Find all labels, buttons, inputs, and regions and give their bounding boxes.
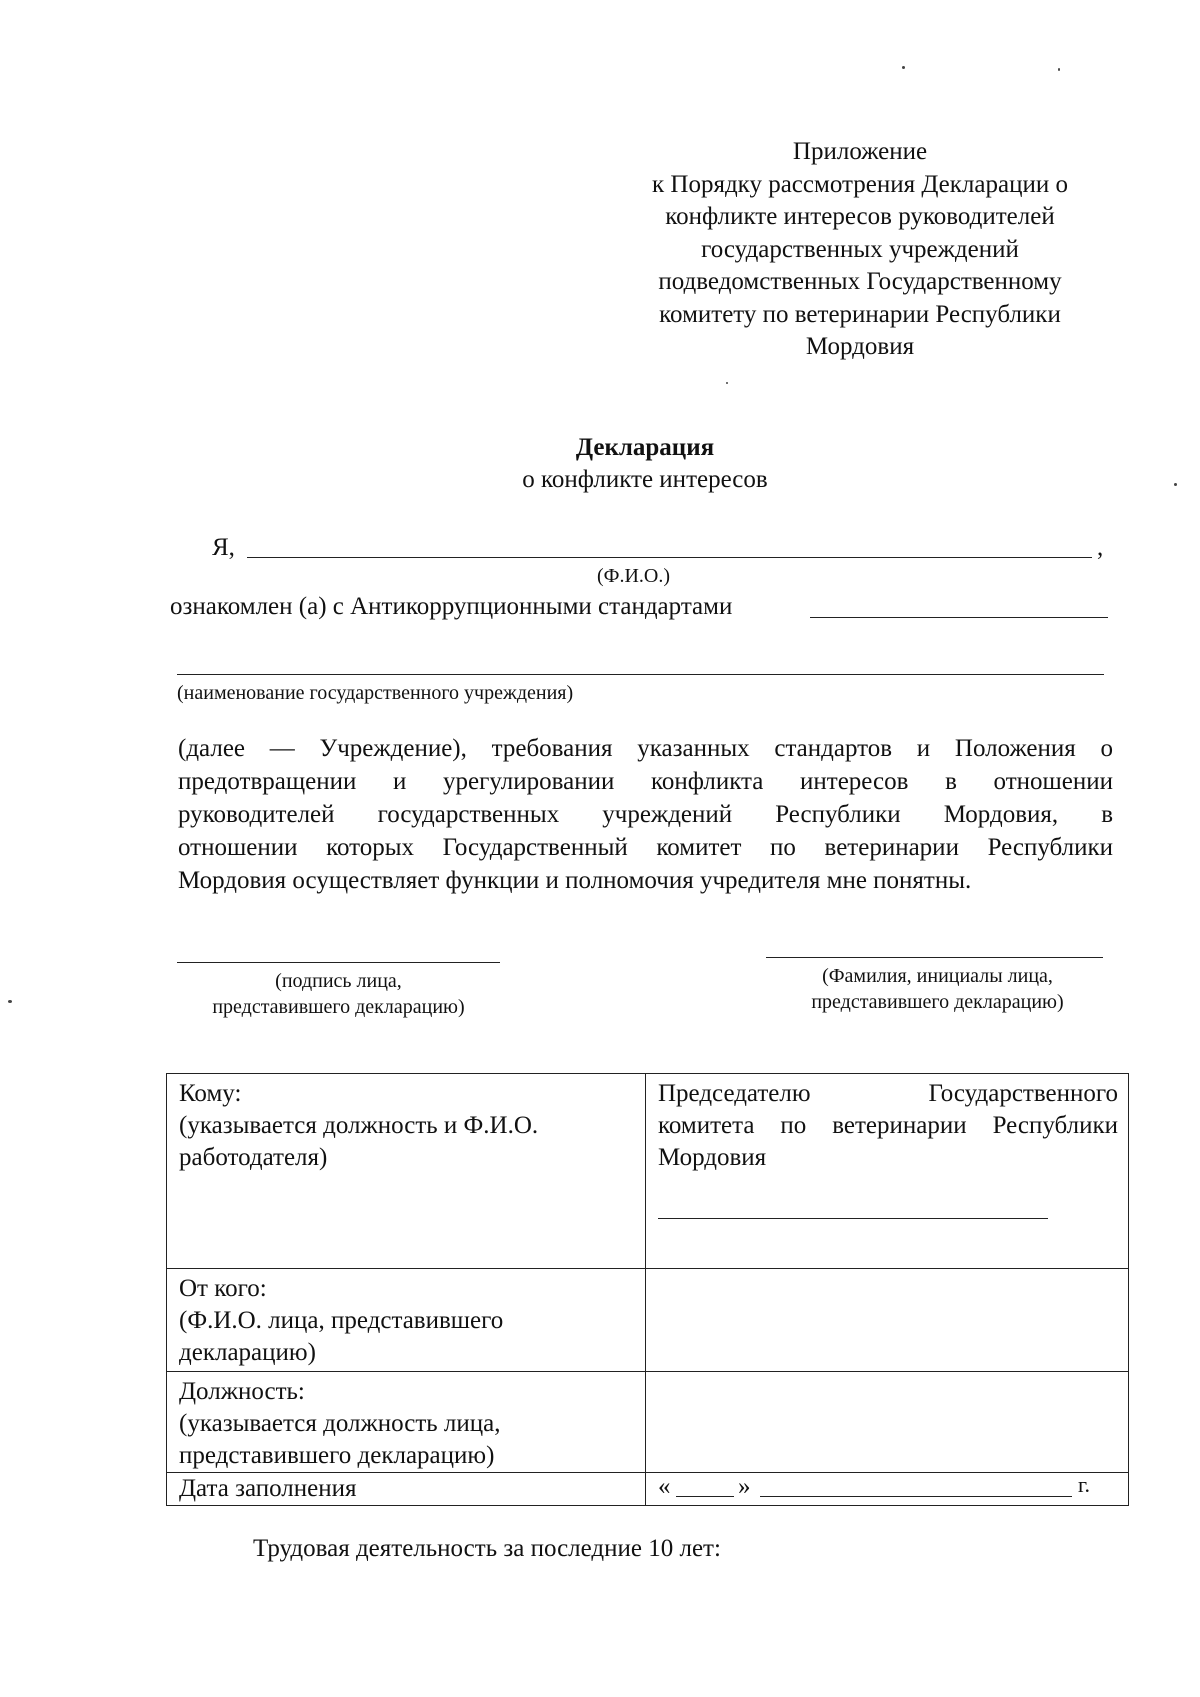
paragraph-line: предотвращении и урегулировании конфликта интересов в отношении (178, 768, 1113, 795)
fio-caption: (Ф.И.О.) (597, 565, 671, 587)
signature-line[interactable] (177, 962, 500, 963)
date-day-line[interactable] (676, 1496, 734, 1497)
table-row (167, 1074, 1129, 1269)
position-label-cell (167, 1372, 646, 1473)
fio-field-line[interactable] (247, 557, 1092, 558)
paragraph-line: отношении которых Государственный комитет по ветеринарии Республики (178, 834, 1113, 861)
paragraph-line: (далее — Учреждение), требования указанных стандартов и Положения о (178, 735, 1113, 762)
acknowledgement-paragraph (178, 732, 1113, 897)
date-value-cell[interactable] (646, 1473, 1129, 1506)
name-initials-caption-line: представившего декларацию) (811, 991, 1064, 1013)
table-row (167, 1269, 1129, 1372)
table-row (167, 1372, 1129, 1473)
institution-field-line[interactable] (177, 674, 1104, 675)
work-history-heading: Трудовая деятельность за последние 10 лет: (253, 1535, 721, 1562)
from-label-hint: декларацию) (179, 1339, 316, 1366)
position-value-cell[interactable] (646, 1372, 1129, 1473)
appendix-line: Мордовия (805, 333, 915, 360)
date-month-year-line[interactable] (760, 1496, 1072, 1497)
fio-comma: , (1097, 534, 1104, 561)
declaration-subtitle: о конфликте интересов (522, 466, 768, 493)
signature-caption-line: (подпись лица, (275, 970, 402, 992)
to-value-line: Председателю Государственного (658, 1080, 1118, 1107)
signature-caption (177, 968, 500, 1020)
declaration-info-table (166, 1073, 1129, 1506)
from-value-cell[interactable] (646, 1269, 1129, 1372)
appendix-line: подведомственных Государственному (658, 268, 1062, 295)
acquainted-text: ознакомлен (а) с Антикоррупционными стандартами (170, 593, 733, 620)
from-label-hint: (Ф.И.О. лица, представившего (179, 1307, 504, 1334)
signature-caption-line: представившего декларацию) (212, 996, 465, 1018)
appendix-line: Приложение (792, 138, 928, 165)
date-label-cell: Дата заполнения (167, 1473, 646, 1506)
to-label-cell (167, 1074, 646, 1269)
scan-speck (1174, 483, 1177, 486)
appendix-line: конфликте интересов руководителей (665, 203, 1055, 230)
from-label-cell (167, 1269, 646, 1372)
standards-field-line[interactable] (810, 617, 1108, 618)
from-label: От кого: (179, 1275, 267, 1302)
scan-speck (8, 1000, 12, 1003)
appendix-header (610, 136, 1110, 364)
to-value-cell[interactable] (646, 1074, 1129, 1269)
scan-speck (902, 66, 905, 69)
appendix-line: к Порядку рассмотрения Декларации о (652, 170, 1068, 198)
paragraph-line: руководителей государственных учреждений Республики Мордовия, в (178, 801, 1113, 828)
to-value-line: Мордовия (658, 1144, 767, 1171)
scan-speck (726, 382, 728, 384)
to-label-hint: (указывается должность и Ф.И.О. (179, 1112, 539, 1139)
position-label: Должность: (179, 1378, 305, 1405)
date-open-quote: « (658, 1473, 671, 1500)
name-initials-caption (770, 963, 1105, 1015)
paragraph-line: Мордовия осуществляет функции и полномочия учредителя мне понятны. (178, 867, 972, 894)
name-initials-caption-line: (Фамилия, инициалы лица, (822, 965, 1053, 987)
institution-caption: (наименование государственного учреждения) (177, 682, 574, 704)
to-value-line: комитета по ветеринарии Республики (658, 1112, 1118, 1139)
to-value-blank-line[interactable] (658, 1218, 1048, 1219)
position-label-hint: (указывается должность лица, (179, 1410, 501, 1437)
to-label-hint: работодателя) (179, 1144, 328, 1171)
name-initials-line[interactable] (766, 957, 1103, 958)
to-label: Кому: (179, 1080, 242, 1107)
date-year-suffix: г. (1078, 1472, 1091, 1497)
scan-speck (1058, 68, 1060, 71)
ya-label: Я, (212, 534, 235, 561)
date-close-quote: » (738, 1473, 751, 1500)
appendix-line: комитету по ветеринарии Республики (659, 300, 1061, 328)
appendix-line: государственных учреждений (701, 235, 1019, 263)
position-label-hint: представившего декларацию) (179, 1442, 495, 1469)
declaration-title: Декларация (575, 434, 715, 461)
table-row (167, 1473, 1129, 1506)
